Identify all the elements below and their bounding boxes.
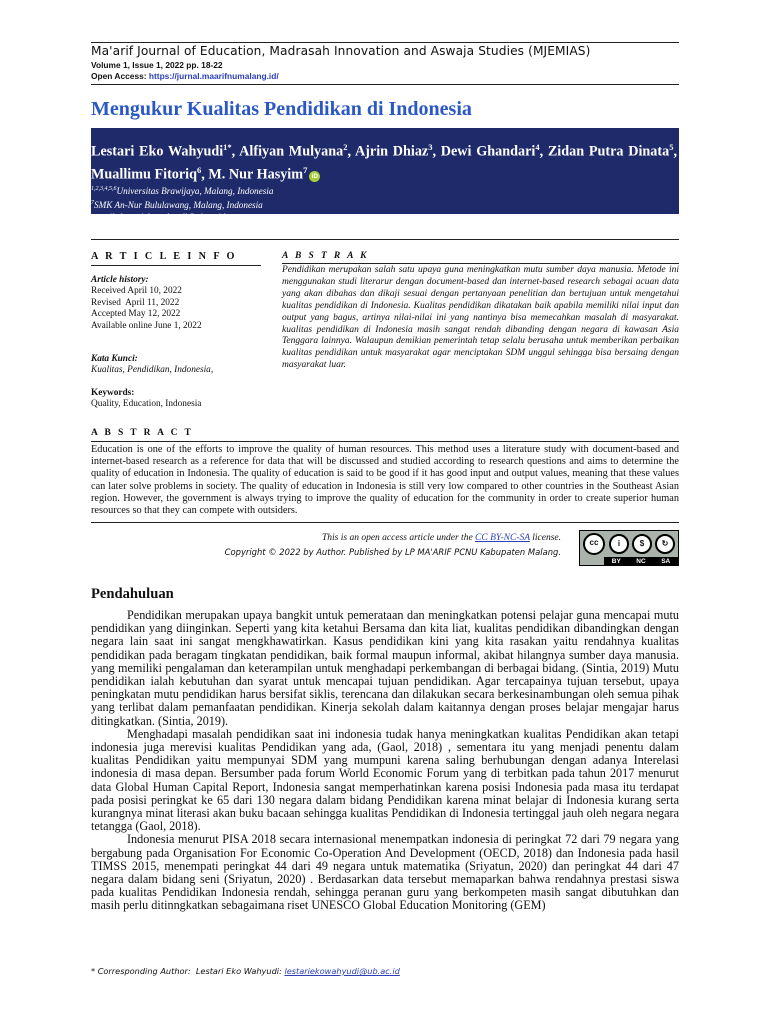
author-sup: 2 [343, 142, 348, 152]
sa-icon: ↻ [655, 534, 675, 554]
history-item: Revised April 11, 2022 [91, 297, 180, 308]
author-name: Alfiyan Mulyana [239, 143, 344, 160]
by-icon: i [609, 534, 629, 554]
cc-term: SA [661, 557, 671, 565]
author-name: M. Nur Hasyim [208, 166, 304, 183]
license-suffix: license. [529, 533, 561, 543]
section-heading: Pendahuluan [91, 586, 174, 602]
author-sup: 7 [303, 165, 308, 176]
open-access-line [91, 71, 279, 81]
author-name: Muallimu Fitoriq [91, 166, 198, 183]
cc-term: BY [611, 557, 621, 565]
article-info [91, 275, 263, 411]
abstrak-rule [282, 263, 679, 264]
open-access-label: Open Access: [91, 71, 147, 81]
footnote-label: * Corresponding Author: Lestari Eko Wahyudi: [91, 966, 285, 976]
author-box [91, 128, 679, 222]
abstract-rule [91, 441, 679, 442]
affiliation-text: Universitas Brawijaya, Malang, Indonesia [116, 186, 274, 197]
author-sup: 6 [197, 165, 202, 176]
article-info-rule [91, 265, 261, 266]
license-prefix: This is an open access article under the [322, 533, 476, 543]
affiliation-text: SMK An-Nur Bululawang, Malang, Indonesia [94, 200, 263, 211]
top-rule [91, 42, 679, 43]
kata-kunci-values: Kualitas, Pendidikan, Indonesia, [91, 365, 214, 376]
author-name: Lestari Eko Wahyudi [91, 143, 224, 160]
header-rule [91, 84, 679, 85]
keywords-values: Quality, Education, Indonesia [91, 399, 202, 410]
email-line: e-mail: lestariekowahyudi@ub.ac.id [91, 211, 226, 222]
nc-icon: $ [632, 534, 652, 554]
cc-term: NC [636, 557, 646, 565]
abstract-heading: A B S T R A C T [91, 428, 194, 438]
affiliation [91, 198, 677, 212]
journal-title: Ma'arif Journal of Education, Madrasah Innovation and Aswaja Studies (MJEMIAS) [91, 44, 591, 58]
history-item: Received April 10, 2022 [91, 286, 182, 297]
author-sup: 5 [669, 142, 674, 152]
author-sup: 4 [535, 142, 540, 152]
author-name: Zidan Putra Dinata [547, 143, 670, 160]
cc-icon: cc [583, 533, 605, 555]
license-link[interactable]: CC BY-NC-SA [475, 533, 530, 543]
affiliation-sup: 7 [91, 200, 94, 207]
copyright-line: Copyright © 2022 by Author. Published by LP MA'ARIF PCNU Kabupaten Malang. [224, 547, 561, 557]
cc-license-badge[interactable] [579, 530, 679, 566]
author-name: Dewi Ghandari [440, 143, 536, 160]
abstrak-heading: A B S T R A K [282, 251, 369, 261]
section-body [91, 609, 679, 913]
body-paragraph: Indonesia menurut PISA 2018 secara internasional menempatkan indonesia di peringkat 72 dari 79 negara yang bergabung pada Organisation For Economic Co-Operation And Development (OECD, 2018) dan Indonesia pada hasil TIMSS 2015, menempati peringkat 44 dari 49 negara untuk matematika (Sriyatun, 2020) dan peringkat 44 dari 47 negara dalam bidang seni (Sriyatun, 2020) . Berdasarkan data tersebut memaparkan bahwa rendahnya prestasi siswa pada kualitas Pendidikan Indonesia rendah, sehingga peranan guru yang berkompeten masih sangat dibutuhkan dan masih perlu ditinngkatkan sebagaimana riset UNESCO Global Education Monitoring (GEM) [91, 832, 679, 913]
article-info-heading: A R T I C L E I N F O [91, 251, 237, 262]
author-email-link[interactable]: lestariekowahyudi@ub.ac.id [284, 966, 400, 976]
author-sup: 3 [428, 142, 433, 152]
orcid-icon[interactable]: iD [309, 171, 320, 182]
article-title: Mengukur Kualitas Pendidikan di Indonesia [91, 98, 472, 120]
cc-terms-bar [604, 557, 678, 565]
history-label: Article history: [91, 275, 149, 285]
abstrak-text: Pendidikan merupakan salah satu upaya guna meningkatkan mutu sumber daya manusia. Metode ini menggunakan studi literarur dengan document-based dan internet-based research sebagai acuan data yang akan dibahas dan dikaji sesuai dengan pertanyaan penelitian dan bertujuan untuk mengetahui kualitas pendidikan di Indonesia. Kualitas pendidikan dikatakan baik apabila memiliki nilai input dan output yang bagus, artinya nilai-nilai ini yang nantinya bisa memecahkan masalah di masyarakat. kualitas pendidikan di Indonesia masih sangat rendah dibanding dengan negara di kawasan Asia Tenggara lainnya. Walaupun demikian pemerintah tetap selalu berusaha untuk memberikan perbaikan kualitas pendidikan untuk masyarakat agar menciptakan SDM unggul sehingga bisa bersaing dengan masyarakat luar. [282, 265, 679, 371]
section-rule [91, 239, 679, 240]
history-item: Available online June 1, 2022 [91, 320, 202, 331]
author-sup: 1* [223, 142, 232, 152]
license-line [91, 533, 561, 543]
body-paragraph: Pendidikan merupakan upaya bangkit untuk pemerataan dan meningkatkan potensi pelajar guna mencapai mutu pendidikan yang diinginkan. Seperti yang kita ketahui Bersama dan kita liat, kualitas pendidikan dibandingkan dengan negara lain saat ini sangat mengkhawatirkan. Kasus pendidikan kini yang kita rasakan yaitu rendahnya kualitas pendidikan pada beragam tingkatan pendidikan, baik formal maupun informal, akibat hilangnya sumber daya manusia. yang memiliki pengalaman dan keterampilan untuk menghadapi perkembangan di berbagai bidang. (Sintia, 2019) Mutu pendidikan ialah kebutuhan dan syarat untuk mencapai tujuan pendidikan. Agar tercapainya tujuan tersebut, upaya peningkatan mutu pendidikan harus bersifat siklis, terencana dan dilakukan secara berkesinambungan oleh semua pihak yang terlibat dalam pemanfaatan pendidikan. Kinerja sekolah dalam kaitannya dengan proses belajar mengajar harus ditingkatkan. (Sintia, 2019). [91, 608, 679, 728]
corresponding-author-footnote [91, 966, 679, 976]
author-name: Ajrin Dhiaz [354, 143, 429, 160]
keywords-label: Keywords: [91, 387, 135, 398]
author-list: Lestari Eko Wahyudi$^{1*}$, Alfiyan Mulyana$^2$, Ajrin Dhiaz$^3$, Dewi Ghandari$^4$, Zidan Putra Dinata$^5$, Muallimu Fitoriq$^6$, M. Nur Hasyim$^7$iD [91, 142, 678, 183]
abstract-text: Education is one of the efforts to improve the quality of human resources. This method uses a literature study with document-based and internet-based research as a reference for data that will be discussed and studied according to research questions and aims to determine the quality of education in Indonesia. The quality of education is said to be good if it has good input and output values, meaning that these values can later solve problems in society. The quality of education in Indonesia is still very low compared to other countries in the Southeast Asian region. However, the government is always trying to improve the quality of education for the community in order to create superior human resources so that they can compete with outsiders. [91, 444, 679, 517]
affiliation [91, 184, 677, 198]
abstract-bottom-rule [91, 522, 679, 523]
journal-url-link[interactable]: https://jurnal.maarifnumalang.id/ [148, 71, 279, 81]
volume-line: Volume 1, Issue 1, 2022 pp. 18-22 [91, 60, 223, 70]
kata-kunci-label: Kata Kunci: [91, 354, 138, 365]
affiliation-sup: 1,2,3,4,5,6 [91, 186, 117, 193]
body-paragraph: Menghadapi masalah pendidikan saat ini indonesia tudak hanya meningkatkan kualitas Pendidikan akan tetapi indonesia juga merevisi kualitas Pendidikan yang ada, (Gaol, 2018) , sementara itu yang menjadi penentu dalam kualitas Pendidikan yaitu mempunyai SDM yang mumpuni karena saling berhubungan dengan adanya Interelasi indonesia di masa depan. Bersumber pada forum World Economic Forum yang di terbitkan pada tahun 2017 menurut data Global Human Capital Report, Indonesia sangat memperhatinkan karena posisi Indonesia pada masa itu terdapat pada posisi peringkat ke 65 dari 130 negara dalam bidang Pendidikan karena minat belajar di Indonesia kurang serta kurangnya minat literasi akan buku bacaan sehingga kualitas Pendidikan di Indonesia tertinggal jauh oleh negara negara tetangga (Gaol, 2018). [91, 726, 679, 834]
history-item: Accepted May 12, 2022 [91, 309, 181, 320]
